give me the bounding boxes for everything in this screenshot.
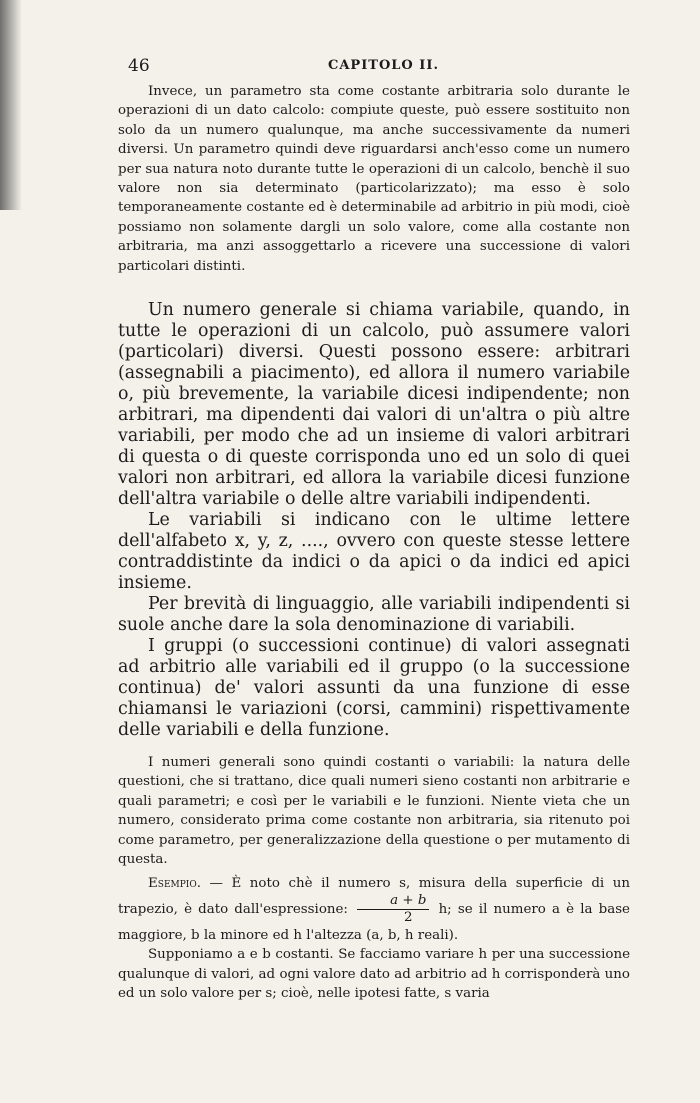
scan-shadow — [0, 0, 22, 210]
book-page — [118, 56, 630, 1004]
paragraph-variazioni: I gruppi (o successioni continue) di valori assegnati ad arbitrio alle variabili ed il gruppo (o la successione continua) de' valori assunti da una funzione di esse chiamansi le variazioni (corsi, cammini) rispettivamente delle variabili e della funzione. — [118, 636, 630, 741]
trapezoid-fraction — [357, 893, 429, 926]
fraction-numerator: a + b — [357, 893, 429, 910]
paragraph-numeri-generali: I numeri generali sono quindi costanti o variabili: la natura delle questioni, che si trattano, dice quali numeri sieno costanti non arbitrarie e quali parametri; e così per le variabili e le funzioni. Niente vieta che un numero, considerato prima come costante non arbitraria, sia ritenuto poi come parametro, per generalizzazione della questione o per mutamento di questa. — [118, 755, 630, 868]
paragraph-esempio — [118, 874, 630, 946]
paragraph-parametro: Invece, un parametro sta come costante arbitraria solo durante le operazioni di un dato calcolo: compiute queste, può essere sostituito non solo da un numero qualunque, ma anche successivamente da numeri diversi. Un parametro quindi deve riguardarsi anch'esso come un numero per sua natura noto durante tutte le operazioni di un calcolo, benchè il suo valore non sia determinato (particolarizzato); ma esso è solo temporaneamente costante ed è determinabile ad arbitrio in più modi, cioè possiamo non solamente dargli un solo valore, come alla costante non arbitraria, ma anzi assoggettarlo a ricevere una successione di valori particolari distinti. — [118, 84, 630, 274]
paragraph-supponiamo: Supponiamo a e b costanti. Se facciamo variare h per una successione qualunque di valori, ad ogni valore dato ad arbitrio ad h corrisponderà uno ed un solo valore per s; cioè, nelle ipotesi fatte, s varia — [118, 947, 630, 1002]
page-header — [118, 56, 630, 82]
fraction-denominator: 2 — [403, 909, 413, 925]
paragraph-brevita: Per brevità di linguaggio, alle variabili indipendenti si suole anche dare la sola denominazione di variabili. — [118, 594, 630, 636]
paragraph-variabile: Un numero generale si chiama variabile, quando, in tutte le operazioni di un calcolo, può assumere valori (particolari) diversi. Questi possono essere: arbitrari (assegnabili a piacimento), ed allora il numero variabile o, più brevemente, la variabile dicesi indipendente; non arbitrari, ma dipendenti dai valori di un'altra o più altre variabili, per modo che ad un insieme di valori arbitrari di questa o di queste corrisponda uno ed un solo di quei valori non arbitrari, ed allora la variabile dicesi funzione dell'altra variabile o delle altre variabili indipendenti. — [118, 300, 630, 510]
running-title: CAPITOLO II. — [328, 58, 439, 73]
example-text-a: — È noto chè il numero s, misura della superficie di un trapezio, è dato dall'espressione: — [118, 875, 631, 917]
example-label: Esempio. — [148, 875, 201, 891]
paragraph-notazione: Le variabili si indicano con le ultime lettere dell'alfabeto x, y, z, ...., ovvero con queste stesse lettere contraddistinte da indici o da apici o da indici ed apici insieme. — [118, 510, 630, 594]
example-text-b: h; se il numero a è la base maggiore, b la minore ed h l'altezza (a, b, h reali). — [118, 901, 630, 943]
page-number: 46 — [128, 56, 150, 76]
